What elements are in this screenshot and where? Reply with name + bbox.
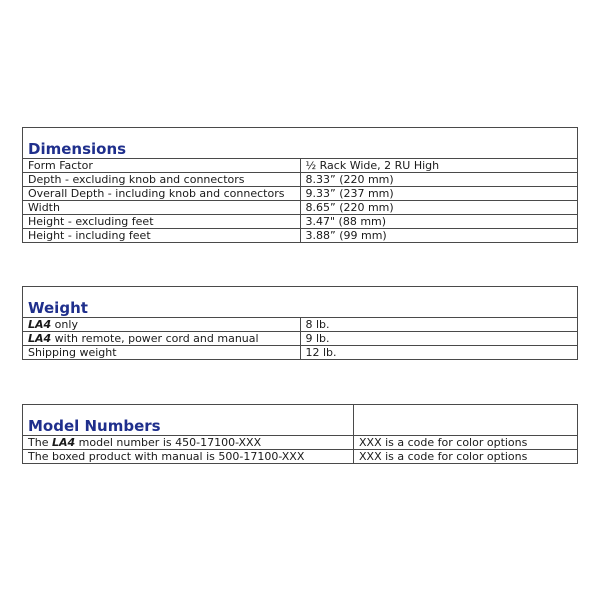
row-value: 8 lb. (300, 318, 578, 332)
row-label: Height - excluding feet (23, 215, 301, 229)
table-row (23, 332, 578, 346)
row-value: 12 lb. (300, 346, 578, 360)
row-value: 8.65” (220 mm) (300, 201, 578, 215)
row-label-text: with remote, power cord and manual (51, 332, 259, 345)
row-value: XXX is a code for color options (354, 450, 578, 464)
model-numbers-title (23, 405, 354, 436)
table-row (23, 318, 578, 332)
dimensions-header-row (23, 128, 578, 159)
table-row (23, 201, 578, 215)
weight-table (22, 286, 578, 360)
row-value: 3.47" (88 mm) (300, 215, 578, 229)
table-row (23, 346, 578, 360)
row-label: Shipping weight (23, 346, 301, 360)
row-label: The boxed product with manual is 500-17100-XXX (23, 450, 354, 464)
row-value: 3.88” (99 mm) (300, 229, 578, 243)
weight-title-text: Weight (28, 299, 88, 317)
table-row (23, 187, 578, 201)
model-name: LA4 (51, 436, 76, 449)
row-label: Height - including feet (23, 229, 301, 243)
table-row (23, 229, 578, 243)
model-numbers-table (22, 404, 578, 464)
model-name: LA4 (28, 318, 52, 331)
row-label-text: model number is 450-17100-XXX (75, 436, 262, 449)
weight-title (23, 287, 578, 318)
dimensions-title (23, 128, 578, 159)
dimensions-table (22, 127, 578, 243)
row-label-prefix: The (28, 436, 52, 449)
row-label (23, 318, 301, 332)
table-row (23, 173, 578, 187)
row-value: ½ Rack Wide, 2 RU High (300, 159, 578, 173)
table-row (23, 436, 578, 450)
row-label: Width (23, 201, 301, 215)
row-label: Form Factor (23, 159, 301, 173)
weight-header-row (23, 287, 578, 318)
row-value: 8.33” (220 mm) (300, 173, 578, 187)
table-row (23, 450, 578, 464)
row-label-text: only (51, 318, 78, 331)
row-label (23, 332, 301, 346)
model-numbers-title-text: Model Numbers (28, 417, 161, 435)
row-value: 9.33” (237 mm) (300, 187, 578, 201)
row-label (23, 436, 354, 450)
row-value: 9 lb. (300, 332, 578, 346)
row-value: XXX is a code for color options (354, 436, 578, 450)
table-row (23, 215, 578, 229)
model-numbers-header-row (23, 405, 578, 436)
model-name: LA4 (28, 332, 52, 345)
dimensions-title-text: Dimensions (28, 140, 127, 158)
row-label: Overall Depth - including knob and connectors (23, 187, 301, 201)
row-label: Depth - excluding knob and connectors (23, 173, 301, 187)
table-row (23, 159, 578, 173)
header-empty-cell (354, 405, 578, 436)
